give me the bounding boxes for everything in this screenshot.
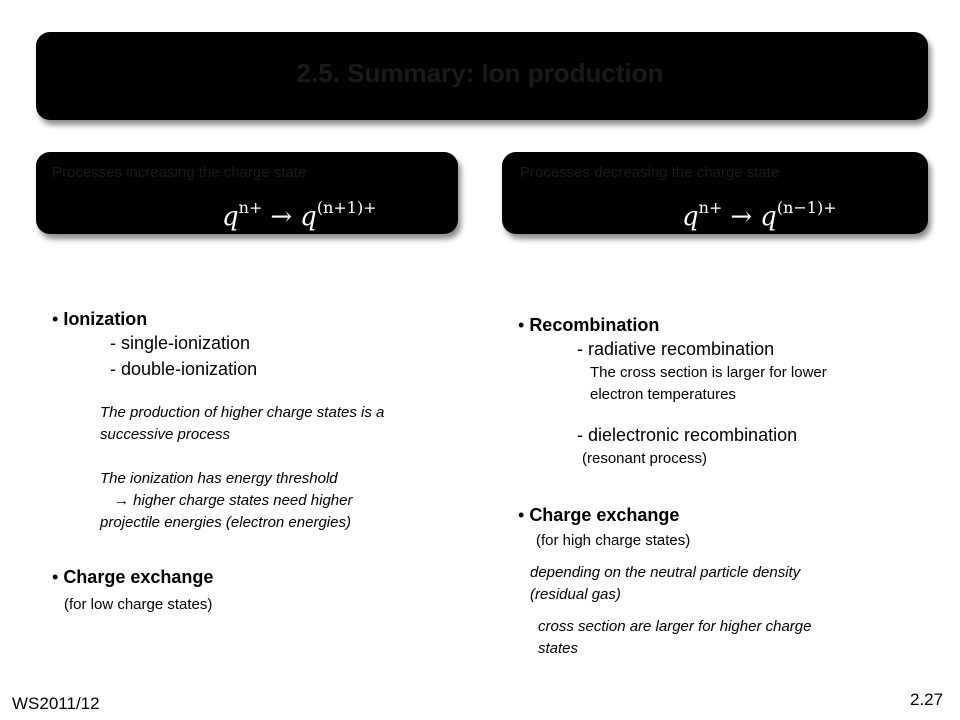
slide-title: 2.5. Summary: Ion production xyxy=(296,58,664,88)
charge-exchange-sub-left: (for low charge states) xyxy=(64,596,213,613)
dielectronic-recombination-item: - dielectronic recombination xyxy=(577,425,798,445)
double-ionization-item: - double-ionization xyxy=(110,359,258,379)
threshold-note-line: projectile energies (electron energies) xyxy=(100,514,351,531)
decreasing-charge-label: Processes decreasing the charge state xyxy=(520,164,780,181)
ionization-heading: • Ionization xyxy=(52,308,147,330)
single-ionization-item: - single-ionization xyxy=(110,333,251,353)
ionization-note-line: successive process xyxy=(100,426,231,443)
course-footer: WS2011/12 xyxy=(12,694,100,713)
page-number: 2.27 xyxy=(910,690,944,709)
decreasing-charge-formula: $q^{n+} \to q^{(n-1)+}$ xyxy=(682,198,837,232)
threshold-note-line: → higher charge states need higher xyxy=(114,492,353,509)
cross-section-note-line: cross section are larger for higher charge xyxy=(538,618,812,635)
increasing-charge-label: Processes increasing the charge state xyxy=(52,164,307,181)
ionization-note-line: The production of higher charge states is a xyxy=(100,404,385,421)
charge-exchange-sub-right: (for high charge states) xyxy=(536,532,691,549)
radiative-note-line: electron temperatures xyxy=(590,386,736,403)
charge-exchange-heading-left: • Charge exchange xyxy=(52,566,213,588)
increasing-charge-formula: $q^{n+} \to q^{(n+1)+}$ xyxy=(222,198,377,232)
cross-section-note-line: states xyxy=(538,640,579,657)
charge-exchange-heading-right: • Charge exchange xyxy=(518,504,679,526)
recombination-heading: • Recombination xyxy=(518,314,659,336)
threshold-note-line: The ionization has energy threshold xyxy=(100,470,338,487)
neutral-density-note-line: (residual gas) xyxy=(530,586,621,603)
resonant-process-note: (resonant process) xyxy=(582,450,708,467)
radiative-recombination-item: - radiative recombination xyxy=(577,339,775,359)
neutral-density-note-line: depending on the neutral particle density xyxy=(530,564,801,581)
radiative-note-line: The cross section is larger for lower xyxy=(590,364,827,381)
